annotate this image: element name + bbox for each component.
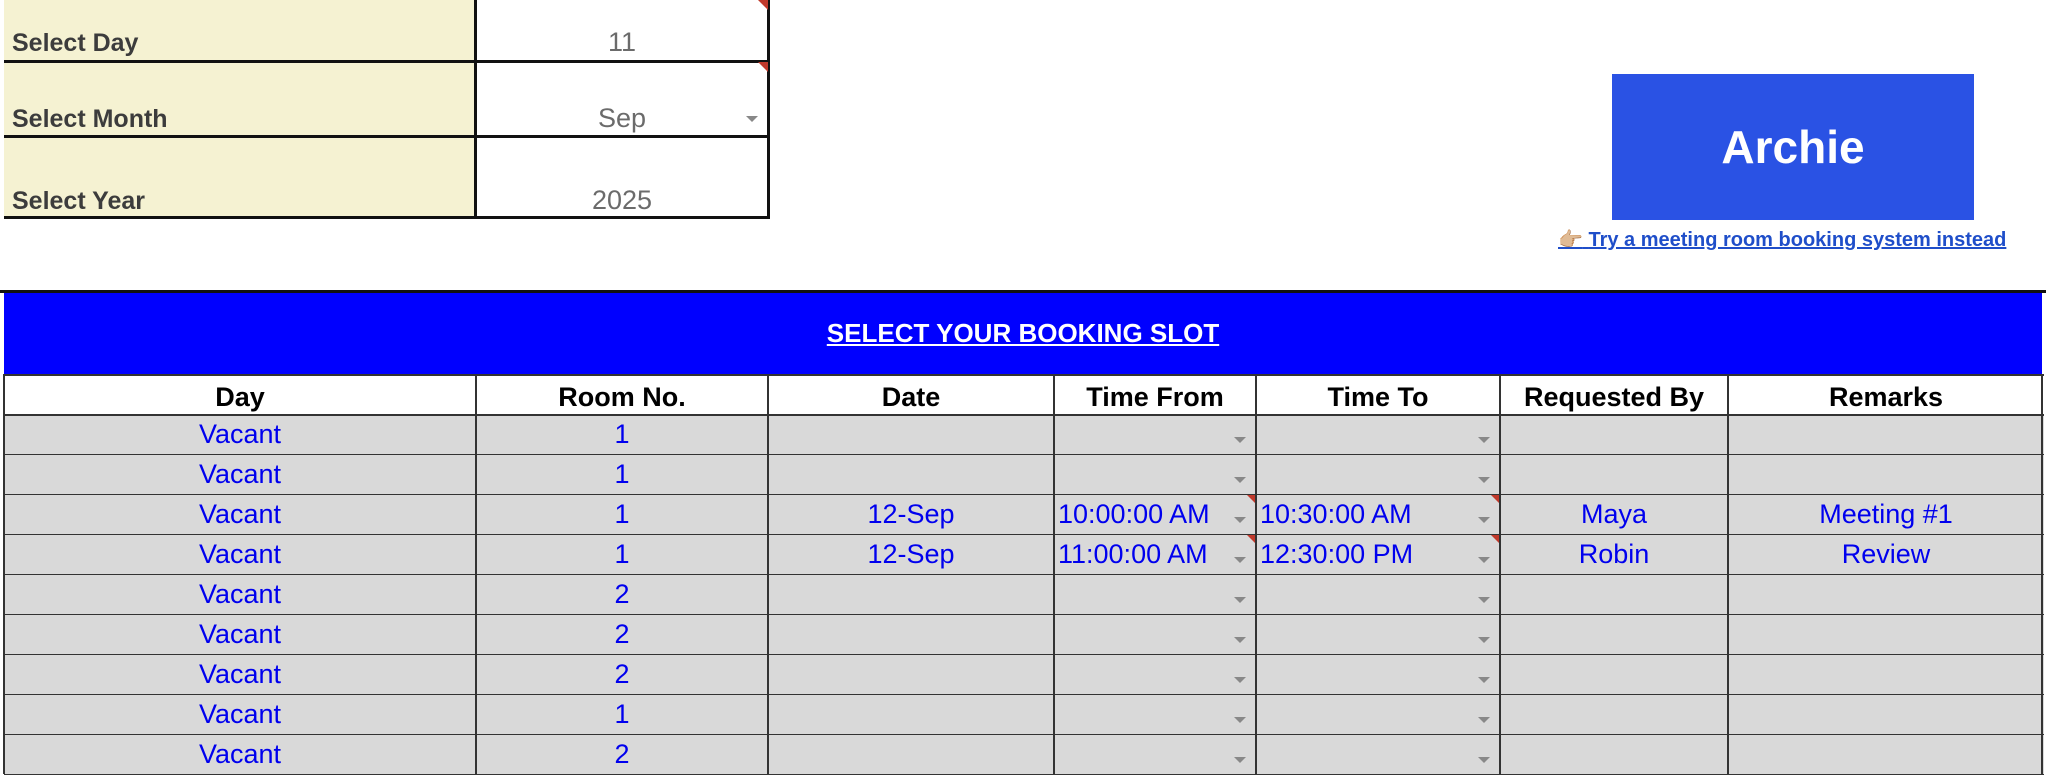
cell-requested-by[interactable] [1500,614,1728,654]
chevron-down-icon[interactable] [1234,677,1246,683]
cell-time-to[interactable] [1256,654,1500,694]
cell-remarks[interactable]: Review [1841,538,1931,569]
chevron-down-icon[interactable] [1478,717,1490,723]
selector-panel [0,0,770,220]
chevron-down-icon[interactable] [1478,557,1490,563]
pointing-hand-icon: 👉🏼 [1558,229,1583,251]
cell-room-no[interactable]: 1 [614,498,630,529]
divider [4,614,2044,615]
cell-remarks[interactable] [1728,454,2044,494]
chevron-down-icon[interactable] [1478,637,1490,643]
cell-remarks[interactable] [1728,574,2044,614]
cell-time-to[interactable] [1256,614,1500,654]
select-month-value: Sep [597,103,647,133]
cell-requested-by[interactable] [1500,694,1728,734]
select-month-label [4,62,476,136]
cell-date[interactable] [768,694,1054,734]
cell-remarks[interactable] [1728,694,2044,734]
divider [2041,374,2043,774]
cell-time-to[interactable]: 10:30:00 AM [1260,498,1412,529]
divider [4,774,2044,775]
divider [767,0,770,219]
cell-time-to[interactable] [1256,414,1500,454]
divider [1053,374,1055,774]
divider [4,216,770,219]
chevron-down-icon[interactable] [1478,517,1490,523]
chevron-down-icon[interactable] [1478,597,1490,603]
cell-time-to[interactable]: 12:30:00 PM [1260,538,1414,569]
cell-requested-by[interactable] [1500,454,1728,494]
divider [4,654,2044,655]
column-header-remarks: Remarks [1828,382,1944,412]
cell-day[interactable]: Vacant [198,498,282,529]
select-day-input[interactable] [476,0,768,60]
cell-room-no[interactable]: 1 [614,418,630,449]
divider [4,574,2044,575]
cell-time-from[interactable] [1054,694,1256,734]
divider [474,0,477,219]
cell-date[interactable]: 12-Sep [867,498,955,529]
cell-requested-by[interactable] [1500,574,1728,614]
cell-date[interactable] [768,614,1054,654]
cell-time-from[interactable] [1054,734,1256,774]
cell-date[interactable] [768,654,1054,694]
archie-button-label: Archie [1721,121,1865,173]
select-day-label [4,0,476,60]
chevron-down-icon[interactable] [1478,477,1490,483]
divider [4,534,2044,535]
cell-time-to[interactable] [1256,574,1500,614]
cell-time-from[interactable] [1054,614,1256,654]
divider [4,494,2044,495]
chevron-down-icon[interactable] [1478,437,1490,443]
divider [4,694,2044,695]
divider [475,374,477,774]
cell-remarks[interactable] [1728,614,2044,654]
comment-marker-icon[interactable] [758,0,768,10]
chevron-down-icon[interactable] [1478,757,1490,763]
cell-time-to[interactable] [1256,694,1500,734]
column-header-time-from: Time From [1086,382,1224,412]
divider [4,734,2044,735]
cell-day[interactable]: Vacant [198,738,282,769]
chevron-down-icon[interactable] [1234,717,1246,723]
select-month-label-text: Select Month [12,105,168,133]
try-booking-system-link-text: Try a meeting room booking system instead [1588,229,2007,251]
cell-time-to[interactable] [1256,734,1500,774]
select-month-dropdown[interactable] [476,62,768,136]
select-day-label-text: Select Day [12,29,139,57]
banner-title: SELECT YOUR BOOKING SLOT [826,318,1220,348]
chevron-down-icon[interactable] [1234,517,1246,523]
cell-time-from[interactable] [1054,414,1256,454]
cell-requested-by[interactable] [1500,414,1728,454]
cell-day[interactable]: Vacant [198,698,282,729]
cell-remarks[interactable] [1728,654,2044,694]
select-day-value: 11 [607,27,637,57]
chevron-down-icon[interactable] [1478,677,1490,683]
cell-room-no[interactable]: 2 [614,658,630,689]
column-header-room-no: Room No. [558,382,686,412]
select-year-value: 2025 [591,185,653,215]
divider [4,414,2044,416]
chevron-down-icon[interactable] [1234,477,1246,483]
cell-room-no[interactable]: 1 [614,458,630,489]
cell-time-from[interactable] [1054,574,1256,614]
cell-remarks[interactable] [1728,734,2044,774]
cell-day[interactable]: Vacant [198,418,282,449]
divider [4,60,770,63]
cell-day[interactable]: Vacant [198,658,282,689]
cell-date[interactable]: 12-Sep [867,538,955,569]
cell-room-no[interactable]: 2 [614,578,630,609]
archie-button[interactable] [1612,74,1974,220]
cell-time-from[interactable] [1054,454,1256,494]
chevron-down-icon[interactable] [1234,437,1246,443]
cell-room-no[interactable]: 1 [614,698,630,729]
column-header-day: Day [215,382,265,412]
select-year-label-text: Select Year [12,187,145,215]
cell-date[interactable] [768,414,1054,454]
cell-remarks[interactable] [1728,414,2044,454]
column-header-requested-by: Requested By [1523,382,1705,412]
cell-time-to[interactable] [1256,454,1500,494]
cell-remarks[interactable]: Meeting #1 [1819,498,1953,529]
cell-requested-by[interactable]: Maya [1580,498,1648,529]
divider [767,374,769,774]
cell-requested-by[interactable] [1500,654,1728,694]
cell-requested-by[interactable] [1500,734,1728,774]
cell-time-from[interactable]: 11:00:00 AM [1058,538,1208,569]
try-booking-system-link[interactable] [1558,227,2040,255]
cell-day[interactable]: Vacant [198,458,282,489]
divider [4,135,770,138]
divider [4,374,2044,376]
chevron-down-icon[interactable] [746,116,758,122]
chevron-down-icon[interactable] [1234,757,1246,763]
column-header-time-to: Time To [1327,382,1429,412]
select-year-label [4,138,476,218]
cell-requested-by[interactable]: Robin [1578,538,1650,569]
divider [1499,374,1501,774]
booking-table [0,374,2048,779]
cell-room-no[interactable]: 1 [614,538,630,569]
booking-slot-banner [4,293,2042,374]
column-header-date: Date [881,382,941,412]
cell-time-from[interactable]: 10:00:00 AM [1058,498,1210,529]
cell-day[interactable]: Vacant [198,618,282,649]
chevron-down-icon[interactable] [1234,557,1246,563]
chevron-down-icon[interactable] [1234,597,1246,603]
select-year-input[interactable] [476,138,768,218]
cell-room-no[interactable]: 2 [614,618,630,649]
comment-marker-icon[interactable] [758,62,768,72]
divider [1255,374,1257,774]
cell-date[interactable] [768,454,1054,494]
cell-room-no[interactable]: 2 [614,738,630,769]
cell-date[interactable] [768,574,1054,614]
cell-day[interactable]: Vacant [198,538,282,569]
divider [1727,374,1729,774]
chevron-down-icon[interactable] [1234,637,1246,643]
divider [4,454,2044,455]
divider [3,374,5,774]
cell-day[interactable]: Vacant [198,578,282,609]
cell-time-from[interactable] [1054,654,1256,694]
cell-date[interactable] [768,734,1054,774]
